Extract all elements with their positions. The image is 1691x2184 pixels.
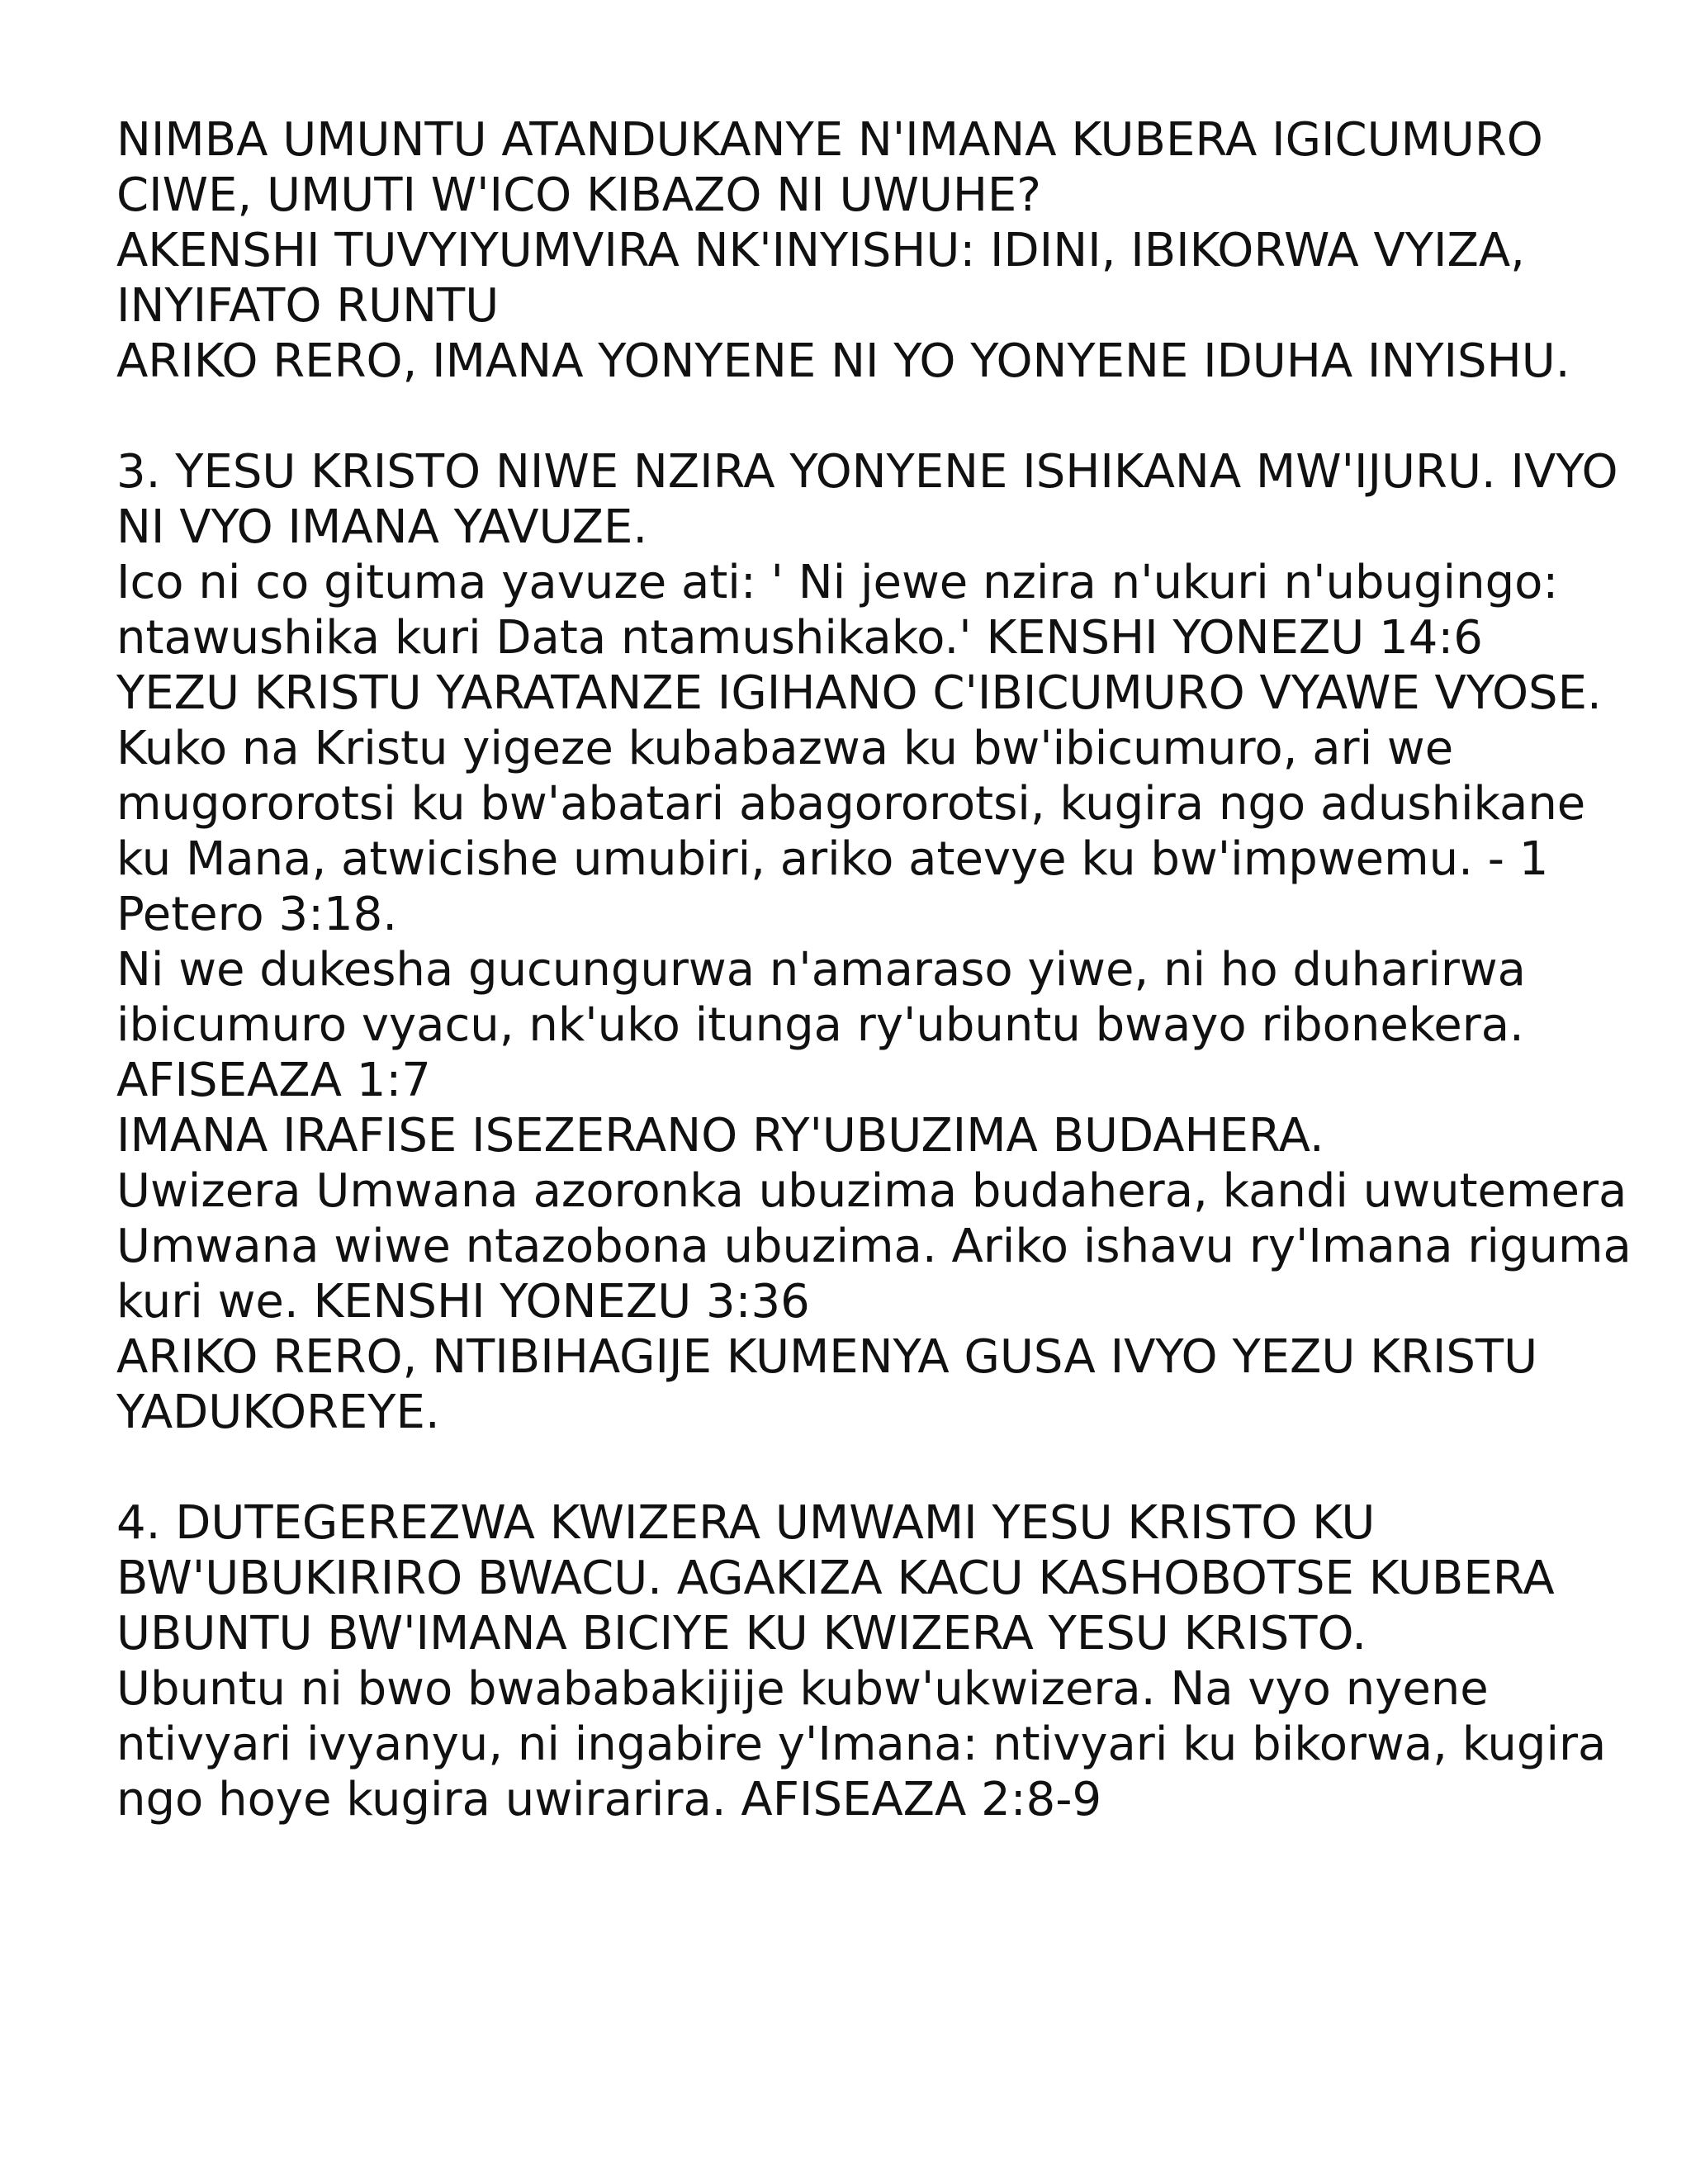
section-3 <box>116 444 1652 1440</box>
paragraph: YEZU KRISTU YARATANZE IGIHANO C'IBICUMURO VYAWE VYOSE. <box>116 666 1602 720</box>
document-page <box>116 112 1652 1827</box>
paragraph: ARIKO RERO, NTIBIHAGIJE KUMENYA GUSA IVYO YEZU KRISTU YADUKOREYE. <box>116 1330 1538 1439</box>
paragraph: Kuko na Kristu yigeze kubabazwa ku bw'ibicumuro, ari we mugororotsi ku bw'abatari abagororotsi, kugira ngo adushikane ku Mana, atwicishe umubiri, ariko atevye ku bw'impwemu. - 1 Petero 3:18. <box>116 722 1586 941</box>
paragraph: Uwizera Umwana azoronka ubuzima budahera, kandi uwutemera Umwana wiwe ntazobona ubuzima. Ariko ishavu ry'Imana riguma kuri we. KENSHI YONEZU 3:36 <box>116 1164 1632 1329</box>
section-heading: 4. DUTEGEREZWA KWIZERA UMWAMI YESU KRISTO KU BW'UBUKIRIRO BWACU. AGAKIZA KACU KASHOBOTSE KUBERA UBUNTU BW'IMANA BICIYE KU KWIZERA YESU KRISTO. <box>116 1496 1555 1661</box>
paragraph: ARIKO RERO, IMANA YONYENE NI YO YONYENE IDUHA INYISHU. <box>116 334 1570 388</box>
paragraph: Ni we dukesha gucungurwa n'amaraso yiwe, ni ho duharirwa ibicumuro vyacu, nk'uko itunga ry'ubuntu bwayo ribonekera. AFISEAZA 1:7 <box>116 943 1526 1107</box>
paragraph: Ubuntu ni bwo bwababakijije kubw'ukwizera. Na vyo nyene ntivyari ivyanyu, ni ingabire y'Imana: ntivyari ku bikorwa, kugira ngo hoye kugira uwirarira. AFISEAZA 2:8-9 <box>116 1662 1607 1826</box>
paragraph: NIMBA UMUNTU ATANDUKANYE N'IMANA KUBERA IGICUMURO CIWE, UMUTI W'ICO KIBAZO NI UWUHE? <box>116 113 1543 222</box>
paragraph: AKENSHI TUVYIYUMVIRA NK'INYISHU: IDINI, IBIKORWA VYIZA, INYIFATO RUNTU <box>116 224 1525 333</box>
section-1 <box>116 112 1652 389</box>
paragraph: IMANA IRAFISE ISEZERANO RY'UBUZIMA BUDAHERA. <box>116 1109 1324 1163</box>
section-4 <box>116 1495 1652 1827</box>
section-heading: 3. YESU KRISTO NIWE NZIRA YONYENE ISHIKANA MW'IJURU. IVYO NI VYO IMANA YAVUZE. <box>116 445 1618 554</box>
paragraph: Ico ni co gituma yavuze ati: ' Ni jewe nzira n'ukuri n'ubugingo: ntawushika kuri Data ntamushikako.' KENSHI YONEZU 14:6 <box>116 556 1559 665</box>
